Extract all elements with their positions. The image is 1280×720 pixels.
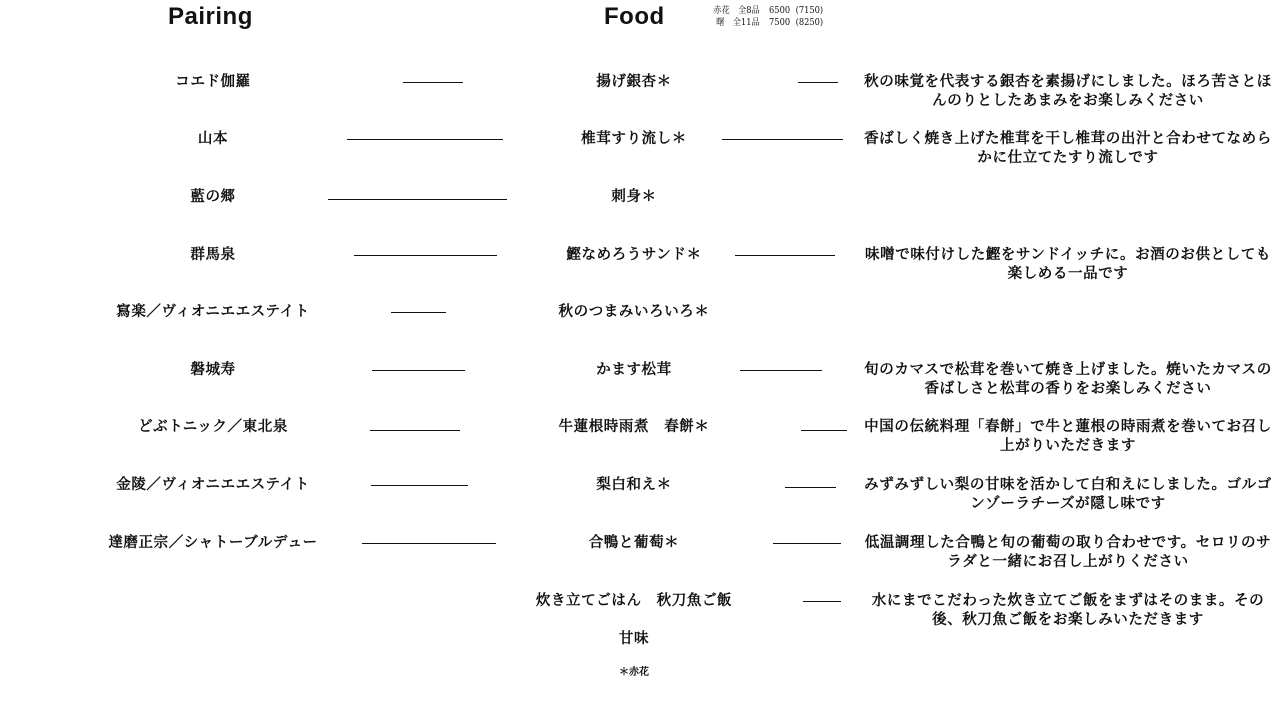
pairing-name: 山本 (197, 130, 229, 147)
pairing-name: 群馬泉 (190, 246, 236, 263)
dessert-item: 甘味 (618, 630, 650, 647)
course-price-row (712, 17, 823, 29)
pairing-name: 金陵／ヴィオニエエステイト (116, 476, 310, 493)
course-price: 7500 (769, 18, 791, 28)
food-connector-line (740, 370, 822, 371)
pairing-connector-line (370, 430, 460, 431)
food-description: 香ばしく焼き上げた椎茸を干し椎茸の出汁と合わせてなめらかに仕立てたすり流しです (864, 130, 1272, 166)
menu-row (0, 475, 1280, 515)
food-name: 揚げ銀杏＊ (596, 73, 672, 90)
food-connector-line (801, 430, 847, 431)
pairing-name: コエド伽羅 (175, 73, 251, 90)
course-price-list (712, 5, 823, 29)
course-name: 曙 全11品 (716, 18, 760, 28)
food-heading: Food (604, 3, 665, 30)
menu-row (0, 417, 1280, 457)
menu-row (0, 360, 1280, 400)
food-name: 炊き立てごはん 秋刀魚ご飯 (535, 592, 733, 609)
pairing-heading: Pairing (168, 3, 253, 30)
pairing-name: 寫楽／ヴィオニエエステイト (116, 303, 310, 320)
food-name: 鰹なめろうサンド＊ (566, 246, 702, 263)
food-name: 合鴨と葡萄＊ (588, 534, 680, 551)
food-connector-line (722, 139, 843, 140)
course-price-row (712, 5, 823, 17)
course-name: 赤花 全8品 (713, 6, 760, 16)
food-description: 水にまでこだわった炊き立てご飯をまずはそのまま。その後、秋刀魚ご飯をお楽しみいただきます (871, 592, 1265, 628)
menu-row (0, 245, 1280, 285)
food-description: 旬のカマスで松茸を巻いて焼き上げました。焼いたカマスの香ばしさと松茸の香りをお楽しみください (864, 361, 1272, 397)
pairing-connector-line (403, 82, 463, 83)
pairing-name: 磐城寿 (190, 361, 236, 378)
menu-row (0, 302, 1280, 342)
pairing-name: 藍の郷 (190, 188, 236, 205)
food-description: みずみずしい梨の甘味を活かして白和えにしました。ゴルゴンゾーラチーズが隠し味です (864, 476, 1272, 512)
food-name: 刺身＊ (611, 188, 657, 205)
course-price-tax-included: (7150) (795, 6, 824, 16)
food-description: 低温調理した合鴨と旬の葡萄の取り合わせです。セロリのサラダと一緒にお召し上がりください (864, 534, 1272, 570)
menu-row (0, 533, 1280, 573)
menu-row (0, 591, 1280, 631)
course-price: 6500 (769, 6, 791, 16)
food-description: 秋の味覚を代表する銀杏を素揚げにしました。ほろ苦さとほんのりとしたあまみをお楽しみください (864, 73, 1272, 109)
food-name: 秋のつまみいろいろ＊ (558, 303, 710, 320)
course-price-tax-included: (8250) (795, 18, 824, 28)
food-name: 梨白和え＊ (596, 476, 672, 493)
food-name: 椎茸すり流し＊ (581, 130, 687, 147)
pairing-connector-line (371, 485, 468, 486)
food-description: 味噌で味付けした鰹をサンドイッチに。お酒のお供としても楽しめる一品です (865, 246, 1271, 282)
food-connector-line (803, 601, 841, 602)
food-description: 中国の伝統料理「春餅」で牛と蓮根の時雨煮を巻いてお召し上がりいただきます (864, 418, 1272, 454)
food-connector-line (773, 543, 841, 544)
food-name: 牛蓮根時雨煮 春餅＊ (558, 418, 710, 435)
pairing-name: 達磨正宗／シャトーブルデュー (108, 534, 318, 551)
menu-row (0, 72, 1280, 112)
pairing-name: どぶトニック／東北泉 (138, 418, 288, 435)
food-connector-line (798, 82, 838, 83)
food-name: かます松茸 (596, 361, 672, 378)
food-connector-line (735, 255, 835, 256)
menu-row (0, 129, 1280, 169)
pairing-connector-line (391, 312, 446, 313)
course-footnote: ＊赤花 (619, 667, 649, 678)
pairing-connector-line (372, 370, 465, 371)
food-connector-line (785, 487, 836, 488)
menu-row (0, 187, 1280, 227)
